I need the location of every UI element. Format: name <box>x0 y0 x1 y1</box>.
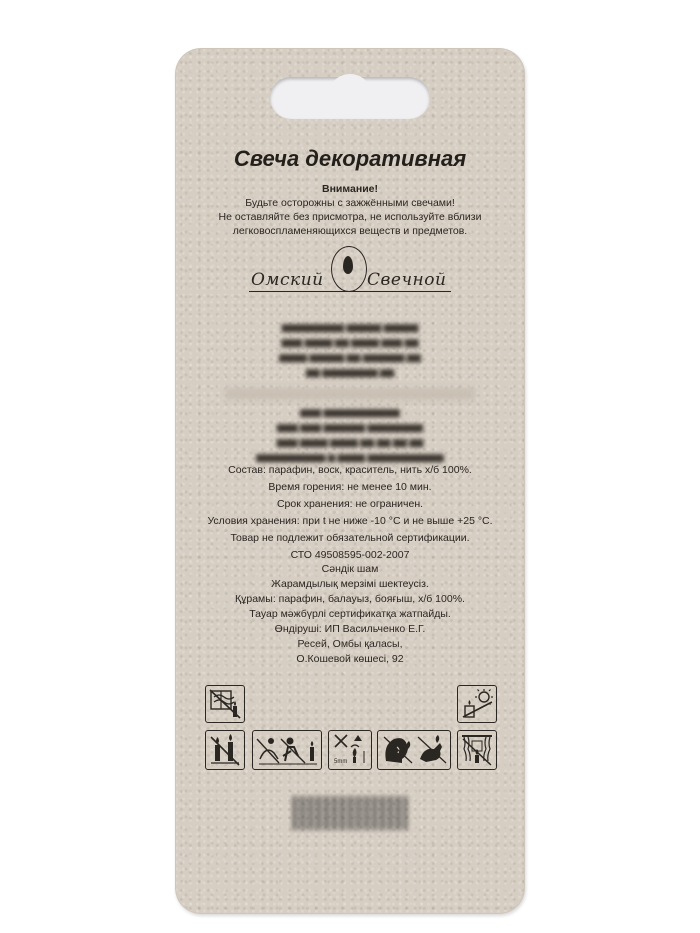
product-info <box>185 462 515 564</box>
logo-underline <box>249 291 451 292</box>
info-line: СТО 49508595-002-2007 <box>290 549 410 561</box>
info-line: Срок хранения: не ограничен. <box>276 498 424 510</box>
no-curtains-icon <box>457 730 497 770</box>
logo-word-left: Омский <box>251 270 324 290</box>
kazakh-line: Құрамы: парафин, балауыз, бояғыш, х/б 100%. <box>235 593 465 605</box>
info-line: Условия хранения: при t не ниже -10 °С и не выше +25 °С. <box>207 515 493 527</box>
keep-away-sun-icon <box>457 685 497 723</box>
warning-heading: Внимание! <box>322 183 378 195</box>
warning-block <box>195 182 505 238</box>
warning-line: Не оставляйте без присмотра, не используйте вблизи <box>218 211 482 223</box>
brand-logo <box>245 236 455 304</box>
info-line: Состав: парафин, воск, краситель, нить х/б 100%. <box>228 464 472 476</box>
flame-icon <box>343 256 353 274</box>
blurred-registration-info: ▆▆▆ ▆▆▆▆▆▆▆▆▆▆▆ ▆▆▆ ▆▆▆ ▆▆▆▆▆▆ ▆▆▆▆▆▆▆▆ ▆▆▆ ▆▆▆▆ ▆▆▆▆ ▆▆ ▆▆ ▆▆ ▆▆ ▆▆▆▆▆▆▆▆▆▆ ▆ ▆▆▆▆ ▆▆▆▆▆▆▆▆▆▆▆ <box>256 407 444 462</box>
candle-package-card <box>175 48 525 914</box>
warning-line: Будьте осторожны с зажжёнными свечами! <box>245 197 455 209</box>
blurred-strip <box>225 388 475 400</box>
no-children-pets-icon <box>252 730 322 770</box>
info-line: Время горения: не менее 10 мин. <box>268 481 432 493</box>
kazakh-line: Сәндік шам <box>321 563 379 575</box>
barcode-bars <box>293 796 407 830</box>
blurred-manufacturer-info: ▆▆▆▆▆▆▆▆▆ ▆▆▆▆▆ ▆▆▆▆▆ ▆▆▆ ▆▆▆▆ ▆▆ ▆▆▆▆ ▆▆▆ ▆▆ ▆▆▆▆ ▆▆▆▆▆ ▆▆ ▆▆▆▆▆▆ ▆▆ ▆▆ ▆▆▆▆▆▆▆▆ ▆▆ <box>279 322 421 377</box>
product-title: Свеча декоративная <box>233 146 467 171</box>
kazakh-line: Тауар мәжбүрлі сертификатқа жатпайды. <box>249 608 451 620</box>
logo-word-right: Свечной <box>367 270 447 290</box>
kazakh-line: Жарамдылық мерзімі шектеусіз. <box>271 578 429 590</box>
no-draft-icon <box>205 685 245 723</box>
distance-label: 5mm <box>334 759 348 765</box>
flame-distance-icon <box>328 730 372 770</box>
kazakh-info <box>185 562 515 667</box>
hang-hole <box>270 77 430 119</box>
kazakh-line: О.Кошевой көшесі, 92 <box>296 653 404 665</box>
warning-line: легковоспламеняющихся веществ и предметов. <box>232 225 468 237</box>
no-hair-animals-icon <box>377 730 451 770</box>
info-line: Товар не подлежит обязательной сертификации. <box>230 532 470 544</box>
kazakh-line: Ресей, Омбы қаласы, <box>297 638 403 650</box>
no-candles-close-icon <box>205 730 245 770</box>
kazakh-line: Өндіруші: ИП Васильченко Е.Г. <box>274 623 426 635</box>
barcode <box>283 786 417 844</box>
